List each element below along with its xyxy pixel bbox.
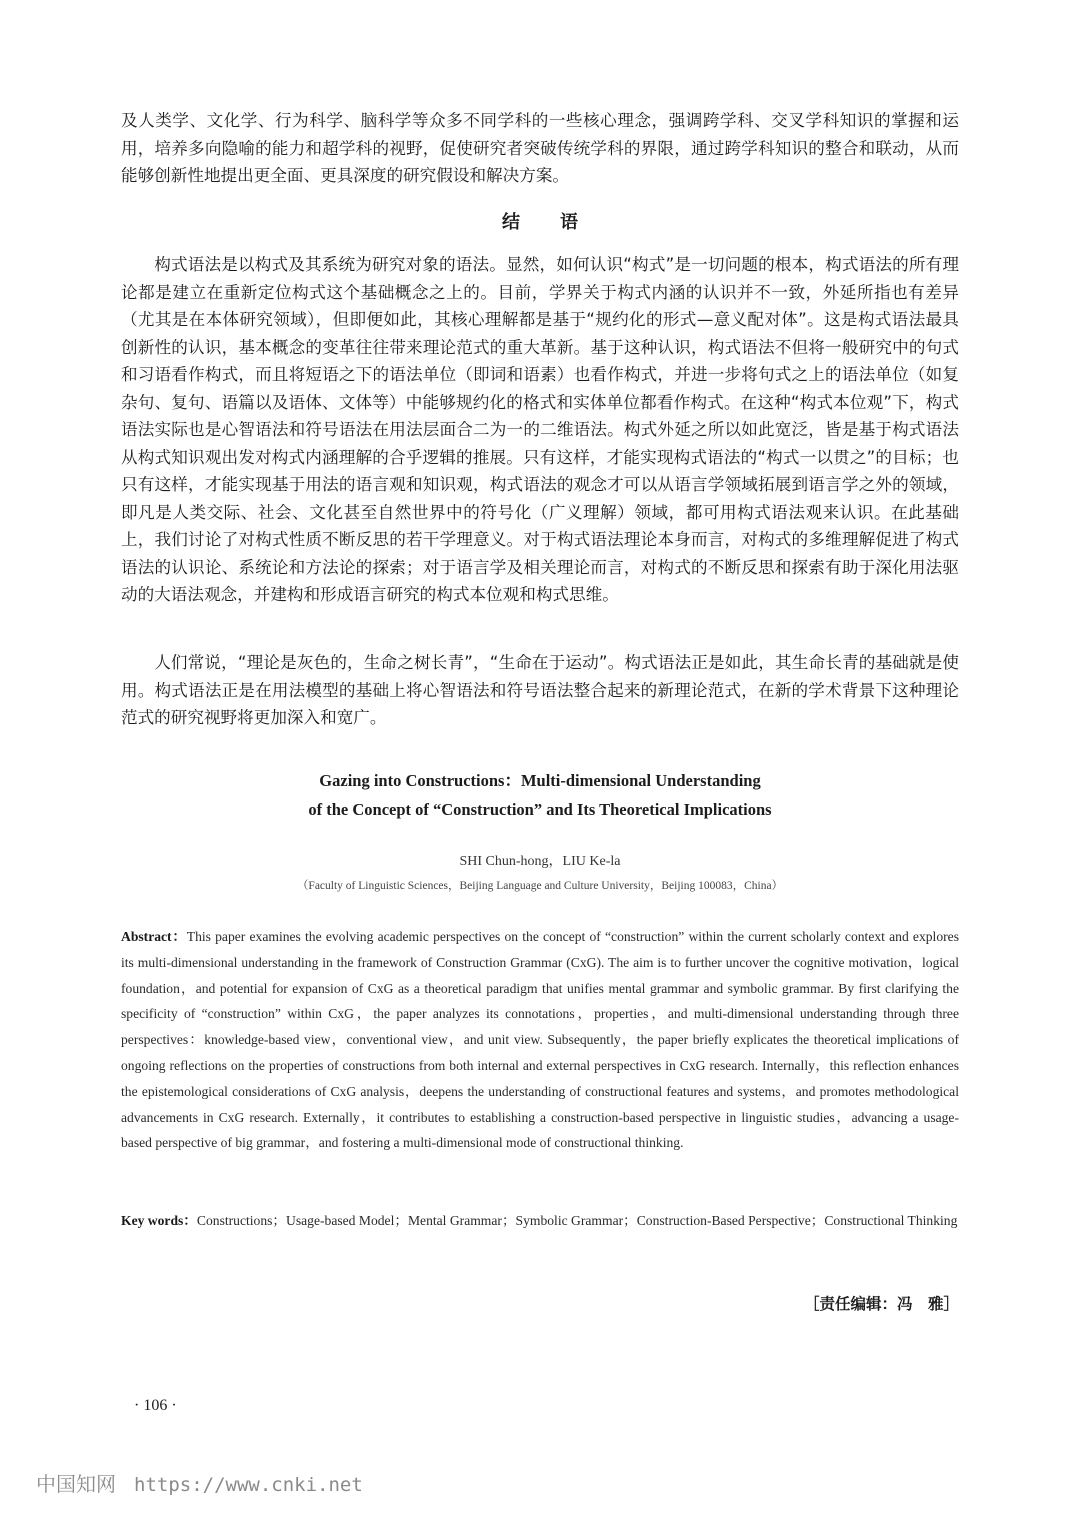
abstract-label: Abstract： [121, 929, 187, 944]
conclusion-paragraph-2: 人们常说，“理论是灰色的，生命之树长青”，“生命在于运动”。构式语法正是如此，其生命长青的基础就是使用。构式语法正是在用法模型的基础上将心智语法和符号语法整合起来的新理论范式，在新的学术背景下这种理论范式的研究视野将更加深入和宽广。 [121, 653, 959, 727]
english-title [0, 766, 1080, 824]
keywords-label: Key words： [121, 1213, 197, 1228]
page-number: · 106 · [134, 1397, 177, 1414]
responsible-editor: ［责任编辑：冯 雅］ [803, 1295, 959, 1313]
conclusion-paragraph-1: 构式语法是以构式及其系统为研究对象的语法。显然，如何认识“构式”是一切问题的根本，构式语法的所有理论都是建立在重新定位构式这个基础概念之上的。目前，学界关于构式内涵的认识并不一致，外延所指也有差异（尤其是在本体研究领域），但即便如此，其核心理解都是基于“规约化的形式—意义配对体”。这是构式语法最具创新性的认识，基本概念的变革往往带来理论范式的重大革新。基于这种认识，构式语法不但将一般研究中的句式和习语看作构式，而且将短语之下的语法单位（即词和语素）也看作构式，并进一步将句式之上的语法单位（如复杂句、复句、语篇以及语体、文体等）中能够规约化的格式和实体单位都看作构式。在这种“构式本位观”下，构式语法实际也是心智语法和符号语法在用法层面合二为一的二维语法。构式外延之所以如此宽泛，皆是基于构式语法从构式知识观出发对构式内涵理解的合乎逻辑的推展。只有这样，才能实现构式语法的“构式一以贯之”的目标；也只有这样，才能实现基于用法的语言观和知识观，构式语法的观念才可以从语言学领域拓展到语言学之外的领域，即凡是人类交际、社会、文化甚至自然世界中的符号化（广义理解）领域，都可用构式语法观来认识。在此基础上，我们讨论了对构式性质不断反思的若干学理意义。对于构式语法理论本身而言，对构式的多维理解促进了构式语法的认识论、系统论和方法论的探索；对于语言学及相关理论而言，对构式的不断反思和探索有助于深化用法驱动的大语法观念，并建构和形成语言研究的构式本位观和构式思维。 [121, 255, 959, 604]
abstract [121, 924, 959, 1156]
abstract-text: This paper examines the evolving academic perspectives on the concept of “construction” within the current scholarly context and explores its multi-dimensional understanding in the framework of Construction Grammar (CxG). The aim is to further uncover the cognitive motivation，logical foundation，and potential for expansion of CxG as a theoretical paradigm that unifies mental grammar and symbolic grammar. By first clarifying the specificity of “construction” within CxG，the paper analyzes its connotations，properties，and multi-dimensional understanding through three perspectives：knowledge-based view，conventional view，and unit view. Subsequently，the paper briefly explicates the theoretical implications of ongoing reflections on the properties of constructions from both internal and external perspectives in CxG research. Internally，this reflection enhances the epistemological considerations of CxG analysis，deepens the understanding of constructional features and systems，and promotes methodological advancements in CxG research. Externally，it contributes to establishing a construction-based perspective in linguistic studies，advancing a usage-based perspective of big grammar，and fostering a multi-dimensional mode of constructional thinking. [121, 929, 959, 1151]
keywords-text: Constructions；Usage-based Model；Mental Grammar；Symbolic Grammar；Construction-Based Perspective；Constructional Thinking [196, 1213, 958, 1228]
authors: SHI Chun-hong，LIU Ke-la [459, 854, 621, 869]
affiliation: （Faculty of Linguistic Sciences，Beijing Language and Culture University，Beijing 100083，China） [296, 880, 784, 892]
watermark-url: https://www.cnki.net [134, 1474, 363, 1496]
english-title-line-2: of the Concept of “Construction” and Its Theoretical Implications [308, 800, 772, 819]
english-title-line-1: Gazing into Constructions：Multi-dimensional Understanding [319, 771, 761, 790]
section-heading: 结语 [502, 212, 618, 233]
keywords [121, 1208, 959, 1234]
intro-paragraph: 及人类学、文化学、行为科学、脑科学等众多不同学科的一些核心理念，强调跨学科、交叉学科知识的掌握和运用，培养多向隐喻的能力和超学科的视野，促使研究者突破传统学科的界限，通过跨学科知识的整合和联动，从而能够创新性地提出更全面、更具深度的研究假设和解决方案。 [121, 111, 959, 185]
watermark [36, 1468, 363, 1497]
watermark-cnki-name: 中国知网 [36, 1472, 116, 1496]
